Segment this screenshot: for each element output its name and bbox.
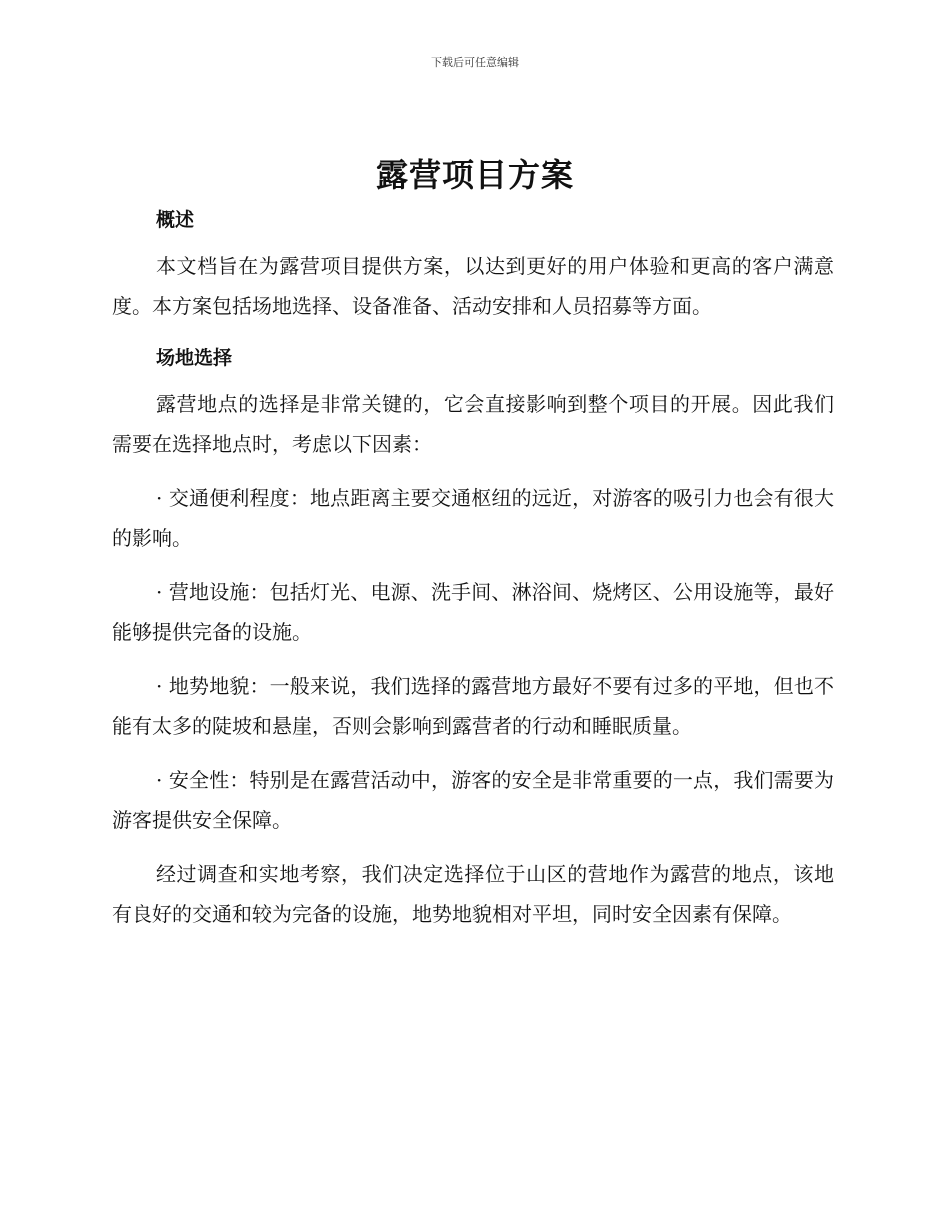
paragraph: 露营地点的选择是非常关键的，它会直接影响到整个项目的开展。因此我们需要在选择地点时，考虑以下因素： [112, 392, 834, 456]
header-note: 下载后可任意编辑 [431, 56, 519, 69]
section-overview [112, 202, 834, 326]
bullet-item: · 交通便利程度：地点距离主要交通枢纽的远近，对游客的吸引力也会有很大的影响。 [112, 486, 834, 550]
section-heading: 概述 [156, 209, 195, 231]
bullet-item: · 安全性：特别是在露营活动中，游客的安全是非常重要的一点，我们需要为游客提供安全保障。 [112, 768, 834, 832]
section-heading: 场地选择 [156, 347, 233, 369]
document-body [112, 202, 834, 948]
section-site-selection [112, 340, 834, 934]
bullet-item: · 地势地貌：一般来说，我们选择的露营地方最好不要有过多的平地，但也不能有太多的陡坡和悬崖，否则会影响到露营者的行动和睡眠质量。 [112, 674, 834, 738]
paragraph: 本文档旨在为露营项目提供方案，以达到更好的用户体验和更高的客户满意度。本方案包括场地选择、设备准备、活动安排和人员招募等方面。 [112, 254, 834, 318]
document-title: 露营项目方案 [375, 156, 574, 194]
paragraph: 经过调查和实地考察，我们决定选择位于山区的营地作为露营的地点，该地有良好的交通和较为完备的设施，地势地貌相对平坦，同时安全因素有保障。 [112, 862, 834, 926]
bullet-item: · 营地设施：包括灯光、电源、洗手间、淋浴间、烧烤区、公用设施等，最好能够提供完备的设施。 [112, 580, 834, 644]
